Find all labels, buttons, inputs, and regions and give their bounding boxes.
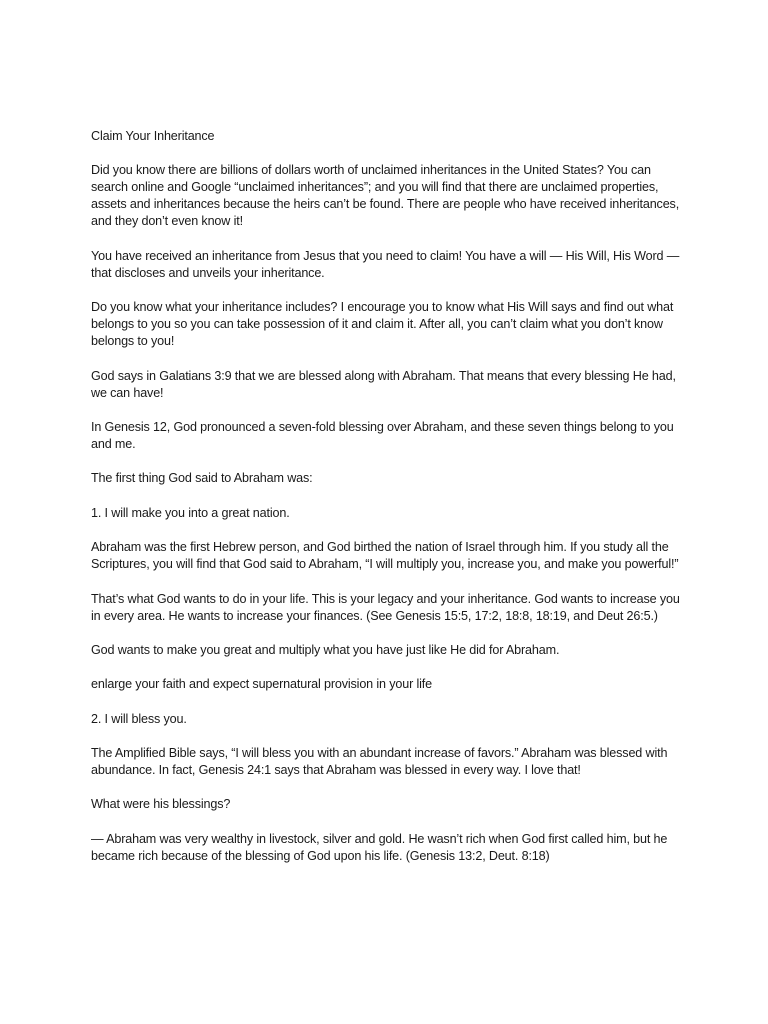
list-item-bless-you: 2. I will bless you. [91, 711, 187, 726]
paragraph-know-your-inheritance: Do you know what your inheritance includes? I encourage you to know what His Will says and find out what belongs to you so you can take possession of it and claim it. After all, you can’t claim what you don’t know belongs to you! [91, 300, 674, 349]
paragraph-make-you-great: God wants to make you great and multiply what you have just like He did for Abraham. [91, 642, 560, 657]
paragraph-galatians: God says in Galatians 3:9 that we are blessed along with Abraham. That means that every blessing He had, we can have! [91, 368, 676, 400]
list-item-great-nation: 1. I will make you into a great nation. [91, 505, 290, 520]
document-page [91, 128, 691, 882]
document-title: Claim Your Inheritance [91, 129, 215, 143]
paragraph-what-blessings: What were his blessings? [91, 797, 231, 812]
paragraph-first-hebrew: Abraham was the first Hebrew person, and God birthed the nation of Israel through him. If you study all the Scriptures, you will find that God said to Abraham, “I will multiply you, increase you, and make you powerful!” [91, 540, 679, 572]
paragraph-first-thing: The first thing God said to Abraham was: [91, 471, 313, 486]
paragraph-legacy: That’s what God wants to do in your life. This is your legacy and your inheritance. God wants to increase you in every area. He wants to increase your finances. (See Genesis 15:5, 17:2, 18:8, 18:19, and Deut 26:5.) [91, 591, 680, 623]
paragraph-wealthy: — Abraham was very wealthy in livestock, silver and gold. He wasn’t rich when God first called him, but he became rich because of the blessing of God upon his life. (Genesis 13:2, Deut. 8:18) [91, 831, 668, 863]
paragraph-enlarge-faith: enlarge your faith and expect supernatural provision in your life [91, 677, 432, 692]
paragraph-inheritance-from-jesus: You have received an inheritance from Jesus that you need to claim! You have a will — His Will, His Word — that discloses and unveils your inheritance. [91, 248, 680, 280]
paragraph-genesis-12: In Genesis 12, God pronounced a seven-fold blessing over Abraham, and these seven things belong to you and me. [91, 419, 674, 451]
paragraph-amplified-bible: The Amplified Bible says, “I will bless you with an abundant increase of favors.” Abraham was blessed with abundance. In fact, Genesis 24:1 says that Abraham was blessed in every way. I love that! [91, 746, 668, 778]
paragraph-unclaimed-inheritances: Did you know there are billions of dollars worth of unclaimed inheritances in the United States? You can search online and Google “unclaimed inheritances”; and you will find that there are unclaimed properties, assets and inheritances because the heirs can’t be found. There are people who have received inheritances, and they don’t even know it! [91, 163, 680, 229]
